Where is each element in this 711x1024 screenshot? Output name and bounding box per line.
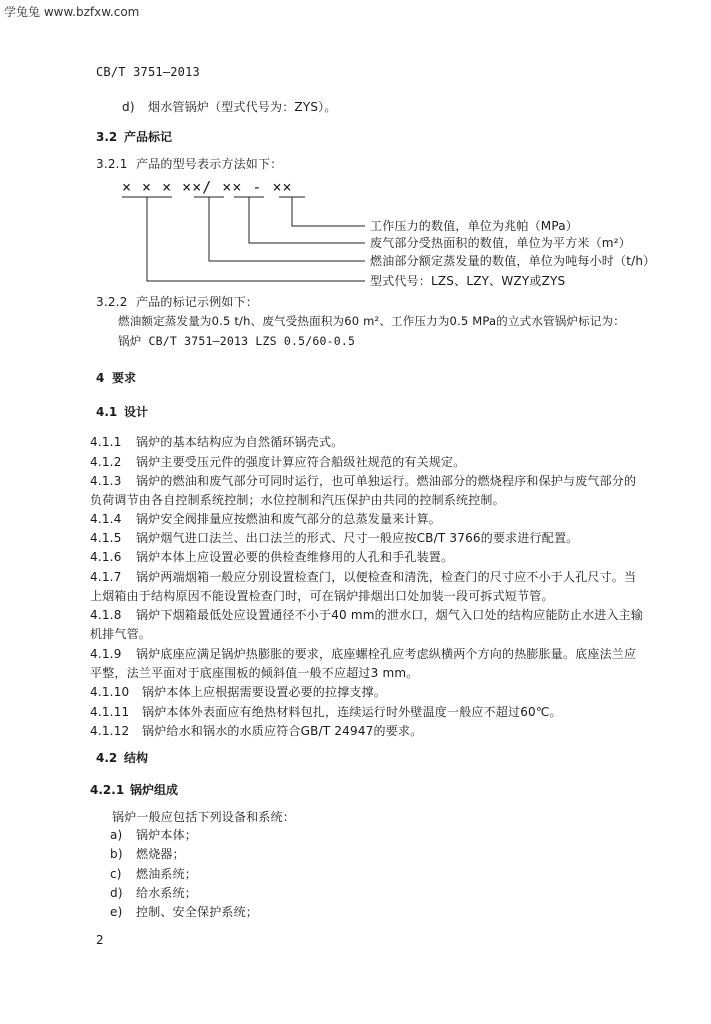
section-number: 3.2 xyxy=(96,130,118,144)
clause-text: 锅炉烟气进口法兰、出口法兰的形式、尺寸一般应按CB/T 3766的要求进行配置。 xyxy=(136,531,579,545)
list-item-label: d) xyxy=(122,100,135,114)
section-number: 4.1 xyxy=(96,405,118,419)
page-number: 2 xyxy=(96,933,104,947)
list-item-text: 锅炉本体； xyxy=(136,828,198,842)
watermark: 学兔兔 www.bzfxw.com xyxy=(4,5,140,19)
list-item-label: e) xyxy=(110,905,123,919)
section-title: 结构 xyxy=(124,751,149,765)
list-item-label: c) xyxy=(110,867,122,881)
clause-number: 4.1.12 xyxy=(90,724,130,738)
standard-code: CB/T 3751—2013 xyxy=(96,65,200,79)
clause-number: 4.1.3 xyxy=(90,474,122,488)
legend-type-code: 型式代号：LZS、LZY、WZY或ZYS xyxy=(370,274,566,288)
leader-pressure xyxy=(292,197,365,226)
list-item-text: 烟水管锅炉（型式代号为：ZYS）。 xyxy=(148,100,337,114)
clause-number: 4.1.7 xyxy=(90,570,122,584)
section-title: 产品标记 xyxy=(124,130,173,144)
list-item-label: a) xyxy=(110,828,123,842)
clause-number: 3.2.1 xyxy=(96,157,128,171)
clause-number: 4.1.11 xyxy=(90,705,130,719)
section-number: 4.2 xyxy=(96,751,118,765)
clause-number: 4.1.2 xyxy=(90,455,122,469)
clause-text: 锅炉两端烟箱一般应分别设置检查门，以便检查和清洗，检查门的尺寸应不小于人孔尺寸。当 xyxy=(136,570,637,584)
legend-pressure: 工作压力的数值，单位为兆帕（MPa） xyxy=(370,219,579,233)
chapter-title: 要求 xyxy=(112,371,137,385)
clause-text: 锅炉下烟箱最低处应设置通径不小于40 mm的泄水口，烟气入口处的结构应能防止水进入主输 xyxy=(136,608,644,622)
legend-steam: 燃油部分额定蒸发量的数值，单位为吨每小时（t/h） xyxy=(370,254,656,268)
leader-steam xyxy=(209,197,365,261)
clause-number: 4.1.9 xyxy=(90,647,122,661)
clause-text: 产品的标记示例如下： xyxy=(136,295,259,309)
clause-text-continued: 上烟箱由于结构原因不能设置检查门时，可在锅炉排烟出口处加装一段可拆式短节管。 xyxy=(90,589,554,603)
clause-text: 产品的型号表示方法如下： xyxy=(136,157,283,171)
clause-text: 锅炉本体上应设置必要的供检查维修用的人孔和手孔装置。 xyxy=(136,550,454,564)
model-pattern: × × × ××/ ×× - ×× xyxy=(122,178,293,196)
list-item-text: 燃油系统； xyxy=(136,867,198,881)
clause-number: 4.2.1 xyxy=(90,783,125,797)
clause-text: 锅炉底座应满足锅炉热膨胀的要求，底座螺栓孔应考虑纵横两个方向的热膨胀量。底座法兰应 xyxy=(136,647,637,661)
clause-text: 锅炉的基本结构应为自然循环锅壳式。 xyxy=(136,435,344,449)
list-item-text: 控制、安全保护系统； xyxy=(136,905,259,919)
list-item-label: d) xyxy=(110,886,123,900)
example-description: 燃油额定蒸发量为0.5 t/h、废气受热面积为60 m²、工作压力为0.5 MPa的立式水管锅炉标记为： xyxy=(118,314,625,328)
clause-number: 4.1.1 xyxy=(90,435,122,449)
clause-title: 锅炉组成 xyxy=(130,783,179,797)
clause-text: 锅炉安全阀排量应按燃油和废气部分的总蒸发量来计算。 xyxy=(136,512,442,526)
clause-number: 4.1.5 xyxy=(90,531,122,545)
legend-area: 废气部分受热面积的数值，单位为平方米（m²） xyxy=(370,236,631,250)
chapter-number: 4 xyxy=(96,371,105,385)
clause-text: 锅炉的燃油和废气部分可同时运行，也可单独运行。燃油部分的燃烧程序和保护与废气部分的 xyxy=(136,474,637,488)
clause-number: 3.2.2 xyxy=(96,295,128,309)
list-item-label: b) xyxy=(110,847,123,861)
clause-number: 4.1.10 xyxy=(90,685,130,699)
clause-intro: 锅炉一般应包括下列设备和系统： xyxy=(112,810,296,824)
clause-number: 4.1.6 xyxy=(90,550,122,564)
leader-area xyxy=(249,197,365,243)
list-item-text: 燃烧器； xyxy=(136,847,185,861)
clause-number: 4.1.8 xyxy=(90,608,122,622)
leader-type-code xyxy=(147,197,365,281)
section-title: 设计 xyxy=(124,405,149,419)
clause-text-continued: 机排气管。 xyxy=(90,627,152,641)
list-item-text: 给水系统； xyxy=(136,886,198,900)
clause-text: 锅炉主要受压元件的强度计算应符合船级社规范的有关规定。 xyxy=(136,455,466,469)
clause-text: 锅炉给水和锅水的水质应符合GB/T 24947的要求。 xyxy=(142,724,423,738)
clause-text-continued: 平整，法兰平面对于底座围板的倾斜值一般不应超过3 mm。 xyxy=(90,666,419,680)
clause-text-continued: 负荷调节由各自控制系统控制；水位控制和汽压保护由共同的控制系统控制。 xyxy=(90,493,505,507)
clause-text: 锅炉本体上应根据需要设置必要的拉撑支撑。 xyxy=(142,685,387,699)
clause-number: 4.1.4 xyxy=(90,512,122,526)
clause-text: 锅炉本体外表面应有绝热材料包扎，连续运行时外壁温度一般应不超过60℃。 xyxy=(142,705,562,719)
example-marking: 锅炉 CB/T 3751—2013 LZS 0.5/60-0.5 xyxy=(118,334,356,348)
